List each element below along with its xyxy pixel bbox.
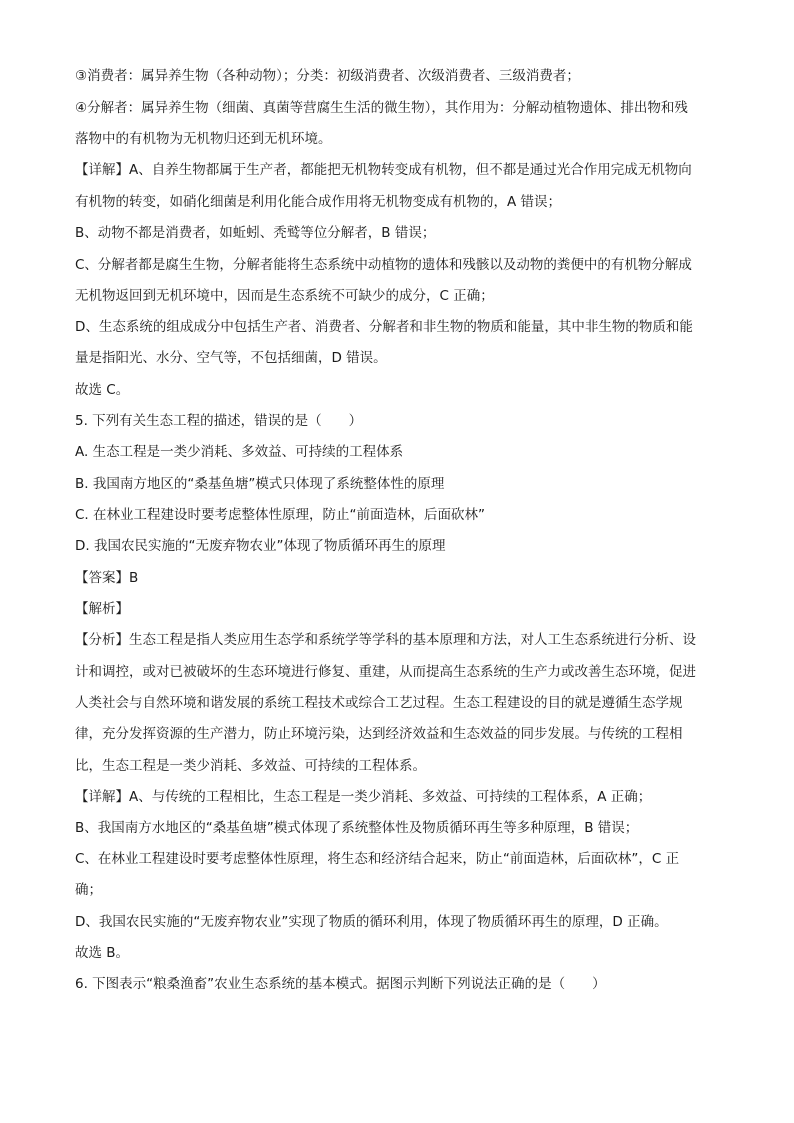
option-c: C. 在林业工程建设时要考虑整体性原理，防止“前面造林，后面砍林” [75,507,485,523]
text-line: C、分解者都是腐生生物，分解者能将生态系统中动植物的遗体和残骸以及动物的粪便中的有机物分解成 [75,257,692,273]
answer-line: 【答案】B [75,570,139,586]
text-line: 量是指阳光、水分、空气等，不包括细菌，D 错误。 [75,350,387,366]
text-line: D、我国农民实施的“无废弃物农业”实现了物质的循环利用，体现了物质循环再生的原理，D 正确。 [75,914,668,930]
option-d: D. 我国农民实施的“无废弃物农业”体现了物质循环再生的原理 [75,538,446,554]
text-line: 落物中的有机物为无机物归还到无机环境。 [75,131,332,147]
text-line: 有机物的转变，如硝化细菌是利用化能合成作用将无机物变成有机物的，A 错误； [75,194,562,210]
analysis-heading: 【解析】 [75,601,129,617]
text-line: C、在林业工程建设时要考虑整体性原理，将生态和经济结合起来，防止“前面造林，后面砍林”，C 正 [75,851,680,867]
text-line: 律，充分发挥资源的生产潜力，防止环境污染，达到经济效益和生态效益的同步发展。与传统的工程相 [75,726,683,742]
text-line: 无机物返回到无机环境中，因而是生态系统不可缺少的成分，C 正确； [75,288,494,304]
text-line: ④分解者：属异养生物（细菌、真菌等营腐生生活的微生物），其作用为：分解动植物遗体、排出物和残 [75,100,688,116]
text-line: ③消费者：属异养生物（各种动物）；分类：初级消费者、次级消费者、三级消费者； [75,68,580,84]
text-line: 确； [75,882,102,898]
option-b: B. 我国南方地区的“桑基鱼塘”模式只体现了系统整体性的原理 [75,476,445,492]
text-line: D、生态系统的组成成分中包括生产者、消费者、分解者和非生物的物质和能量，其中非生物的物质和能 [75,319,693,335]
text-line: 比，生态工程是一类少消耗、多效益、可持续的工程体系。 [75,758,426,774]
text-line: B、动物不都是消费者，如蚯蚓、秃鹫等位分解者，B 错误； [75,225,436,241]
question-stem: 5. 下列有关生态工程的描述，错误的是（ ） [75,413,363,429]
question-stem: 6. 下图表示“粮桑渔畜”农业生态系统的基本模式。据图示判断下列说法正确的是（ ） [75,976,606,992]
text-line: 计和调控，或对已被破坏的生态环境进行修复、重建，从而提高生态系统的生产力或改善生态环境，促进 [75,664,696,680]
text-line: 【详解】A、自养生物都属于生产者，都能把无机物转变成有机物，但不都是通过光合作用完成无机物向 [75,162,692,178]
text-line: 人类社会与自然环境和谐发展的系统工程技术或综合工艺过程。生态工程建设的目的就是遵循生态学规 [75,695,683,711]
text-line: 故选 C。 [75,382,130,398]
text-line: 故选 B。 [75,945,130,961]
text-line: 【详解】A、与传统的工程相比，生态工程是一类少消耗、多效益、可持续的工程体系，A 正确； [75,789,652,805]
text-line: 【分析】生态工程是指人类应用生态学和系统学等学科的基本原理和方法，对人工生态系统进行分析、设 [75,632,696,648]
text-line: B、我国南方水地区的“桑基鱼塘”模式体现了系统整体性及物质循环再生等多种原理，B 错误； [75,820,639,836]
option-a: A. 生态工程是一类少消耗、多效益、可持续的工程体系 [75,444,404,460]
